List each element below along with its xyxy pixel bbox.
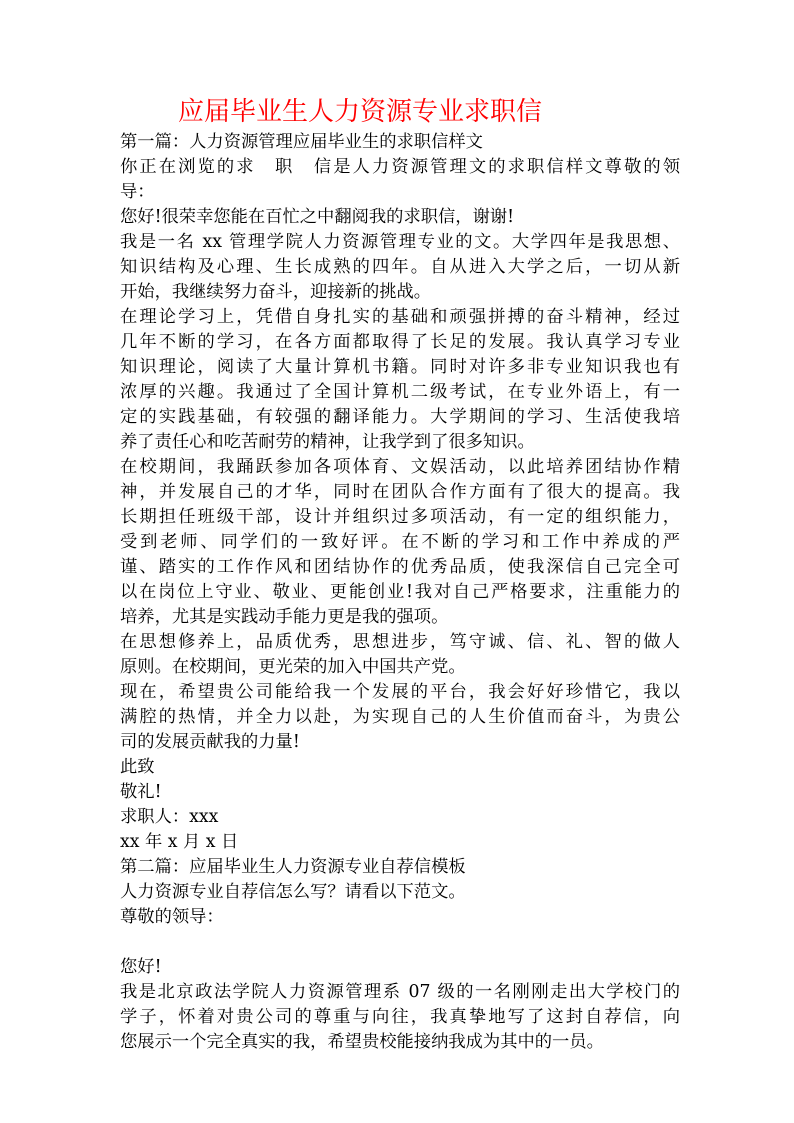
text-line: 司的发展贡献我的力量!: [120, 732, 300, 752]
text-line: 浓厚的兴趣。我通过了全国计算机二级考试，在专业外语上，有一: [120, 382, 680, 402]
text-line: 学子，怀着对贵公司的尊重与向往，我真挚地写了这封自荐信，向: [120, 1007, 680, 1027]
text-line: 几年不断的学习，在各方面都取得了长足的发展。我认真学习专业: [120, 332, 680, 352]
text-line: 我是一名 xx 管理学院人力资源管理专业的文。大学四年是我思想、: [120, 232, 680, 252]
text-line: 敬礼!: [120, 782, 162, 802]
text-line: 人力资源专业自荐信怎么写？请看以下范文。: [120, 882, 466, 902]
text-line: 现在，希望贵公司能给我一个发展的平台，我会好好珍惜它，我以: [120, 682, 680, 702]
text-line: 求职人：xxx: [120, 807, 219, 827]
text-line: 定的实践基础，有较强的翻译能力。大学期间的学习、生活使我培: [120, 407, 680, 427]
text-line: 满腔的热情，并全力以赴，为实现自己的人生价值而奋斗，为贵公: [120, 707, 680, 727]
text-line: 导：: [120, 182, 155, 202]
text-line: 您好!很荣幸您能在百忙之中翻阅我的求职信，谢谢!: [120, 207, 515, 227]
text-line: 原则。在校期间，更光荣的加入中国共产党。: [120, 657, 466, 677]
text-line: 在理论学习上，凭借自身扎实的基础和顽强拼搏的奋斗精神，经过: [120, 307, 680, 327]
text-line: 您展示一个完全真实的我，希望贵校能接纳我成为其中的一员。: [120, 1032, 604, 1052]
text-line: 以在岗位上守业、敬业、更能创业!我对自己严格要求，注重能力的: [120, 582, 680, 602]
text-line: 神，并发展自己的才华，同时在团队合作方面有了很大的提高。我: [120, 482, 680, 502]
text-line: 知识结构及心理、生长成熟的四年。自从进入大学之后，一切从新: [120, 257, 680, 277]
text-line: 尊敬的领导：: [120, 907, 224, 927]
text-line: 您好!: [120, 957, 162, 977]
text-line: 开始，我继续努力奋斗，迎接新的挑战。: [120, 282, 432, 302]
text-line: 培养，尤其是实践动手能力更是我的强项。: [120, 607, 449, 627]
text-line: 知识理论，阅读了大量计算机书籍。同时对许多非专业知识我也有: [120, 357, 680, 377]
text-line: 谨、踏实的工作作风和团结协作的优秀品质，使我深信自己完全可: [120, 557, 680, 577]
text-line: 此致: [120, 757, 155, 777]
text-line: 第二篇：应届毕业生人力资源专业自荐信模板: [120, 857, 466, 877]
text-line: 长期担任班级干部，设计并组织过多项活动，有一定的组织能力，: [120, 507, 680, 527]
document-body: [120, 130, 680, 1055]
text-line: xx 年 x 月 x 日: [120, 832, 239, 852]
text-line: 受到老师、同学们的一致好评。在不断的学习和工作中养成的严: [120, 532, 680, 552]
text-line: 我是北京政法学院人力资源管理系 07 级的一名刚刚走出大学校门的: [120, 982, 680, 1002]
text-line: 养了责任心和吃苦耐劳的精神，让我学到了很多知识。: [120, 432, 535, 452]
text-line: 在校期间，我踊跃参加各项体育、文娱活动，以此培养团结协作精: [120, 457, 680, 477]
blank-line: [120, 930, 680, 955]
text-line: 在思想修养上，品质优秀，思想进步，笃守诚、信、礼、智的做人: [120, 632, 680, 652]
document-title: 应届毕业生人力资源专业求职信: [177, 97, 542, 127]
text-line: 第一篇：人力资源管理应届毕业生的求职信样文: [120, 132, 483, 152]
text-line: 你正在浏览的求 职 信是人力资源管理文的求职信样文尊敬的领: [120, 157, 680, 177]
